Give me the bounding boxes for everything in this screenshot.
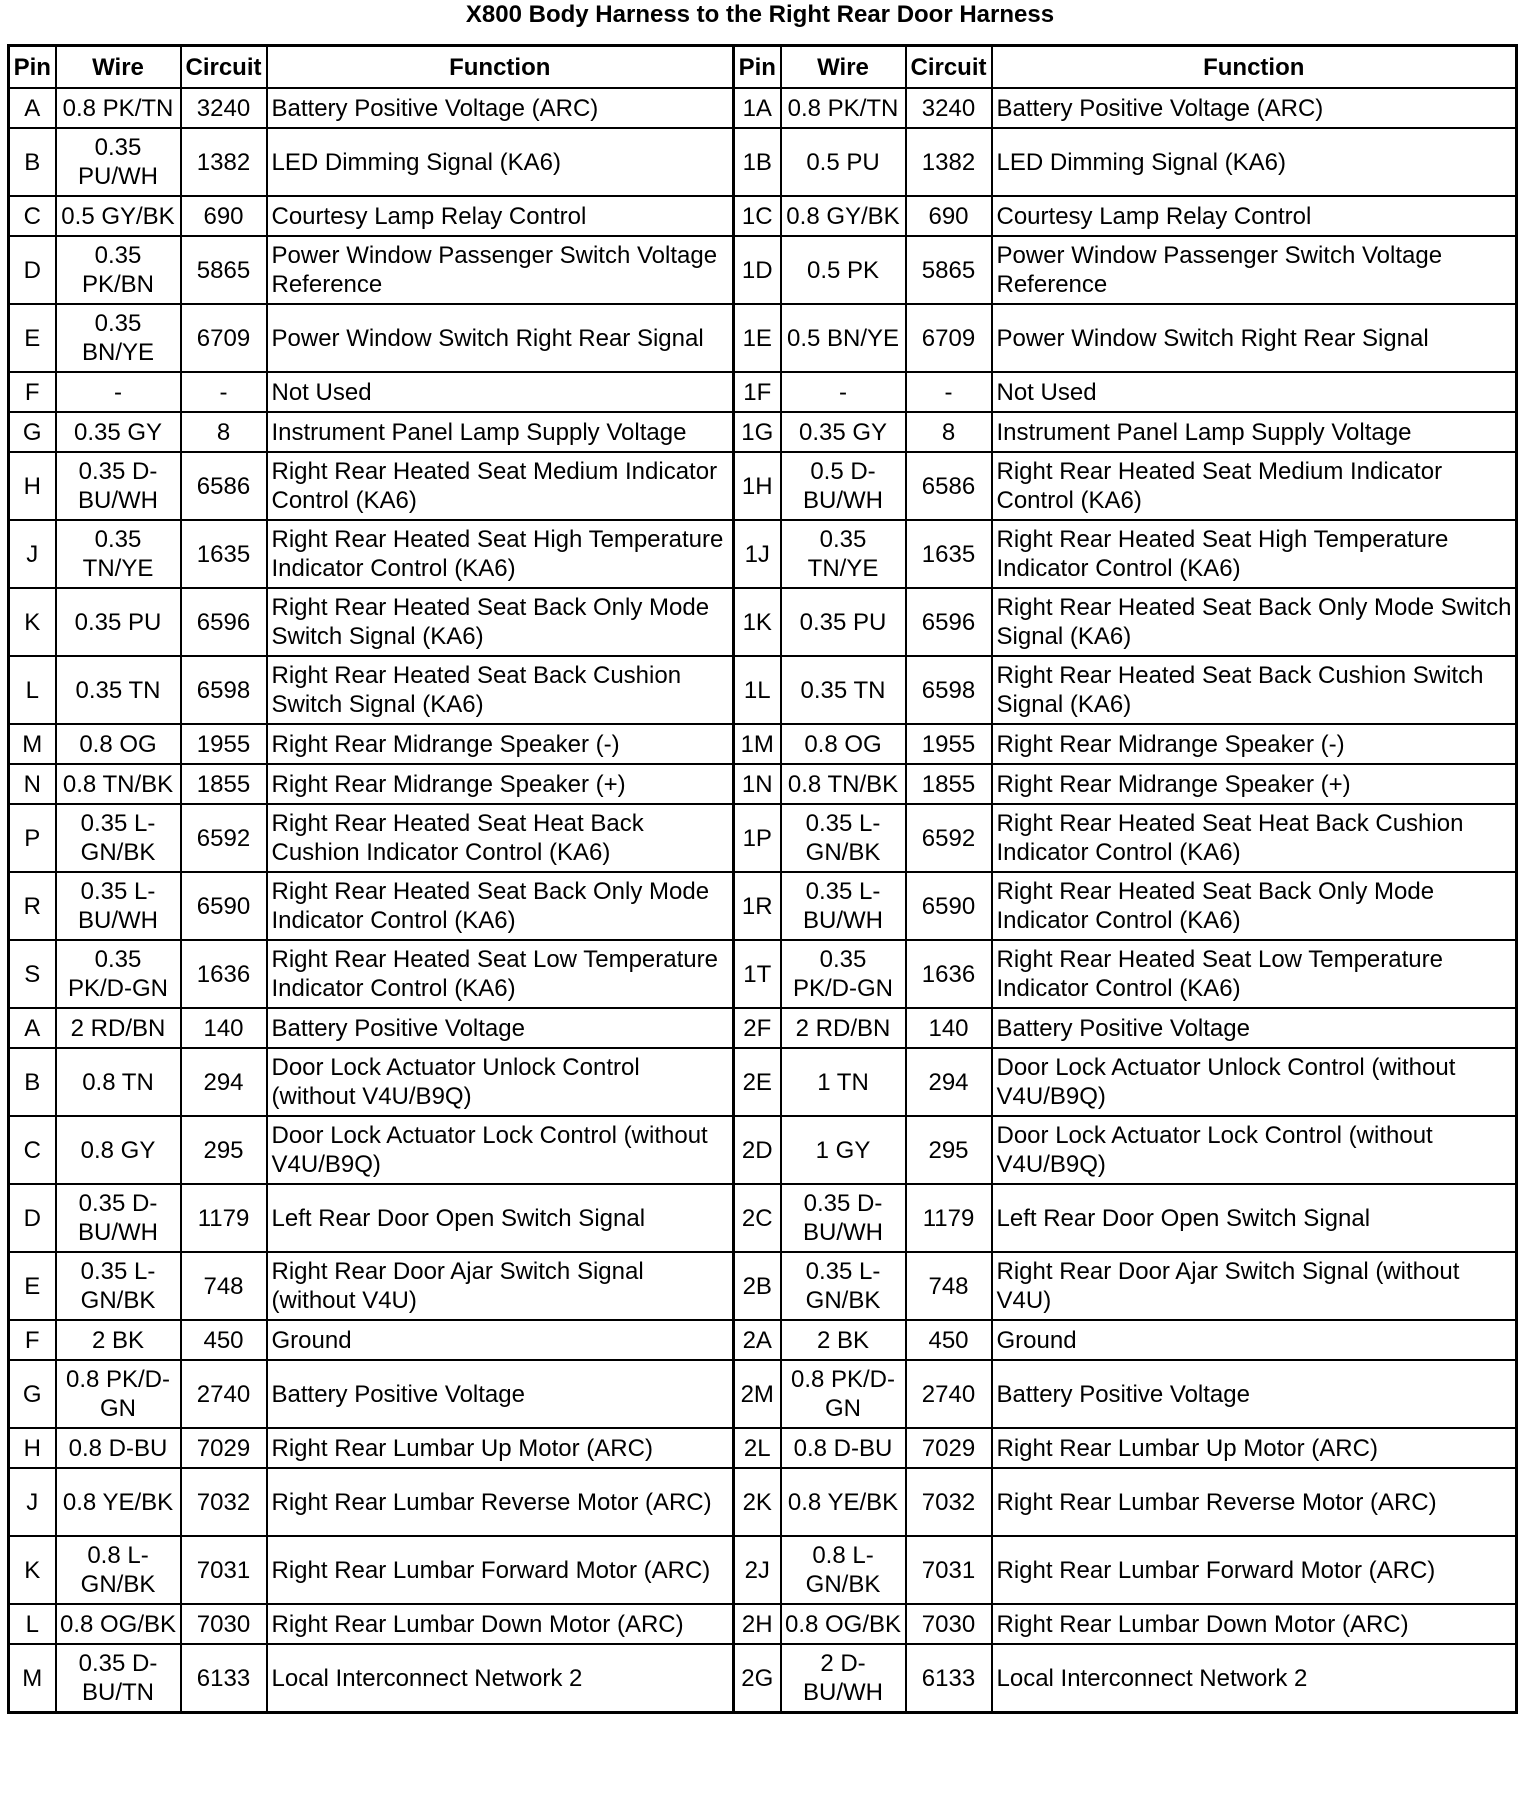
cell-circuit-left: 6592 — [181, 804, 267, 872]
cell-function-right: Door Lock Actuator Unlock Control (without V4U/B9Q) — [992, 1048, 1517, 1116]
cell-wire-left: 0.35 PU — [56, 588, 181, 656]
cell-circuit-right: 8 — [906, 412, 992, 452]
cell-wire-left: 0.8 OG — [56, 724, 181, 764]
table-row — [9, 88, 1517, 128]
cell-wire-left: 0.8 L-GN/BK — [56, 1536, 181, 1604]
cell-function-right: Ground — [992, 1320, 1517, 1360]
cell-wire-right: 0.35 L-GN/BK — [781, 1252, 906, 1320]
table-row — [9, 304, 1517, 372]
harness-table — [7, 44, 1518, 1714]
header-wire-right: Wire — [781, 46, 906, 89]
cell-pin-right: 1R — [734, 872, 781, 940]
cell-function-left: Battery Positive Voltage — [267, 1008, 734, 1048]
cell-wire-left: 0.8 D-BU — [56, 1428, 181, 1468]
cell-function-right: Right Rear Heated Seat Back Only Mode Indicator Control (KA6) — [992, 872, 1517, 940]
table-row — [9, 196, 1517, 236]
cell-pin-right: 1J — [734, 520, 781, 588]
cell-pin-right: 1T — [734, 940, 781, 1008]
cell-pin-left: L — [9, 1604, 56, 1644]
cell-wire-right: 0.5 PK — [781, 236, 906, 304]
cell-circuit-left: 1636 — [181, 940, 267, 1008]
cell-wire-left: 0.8 GY — [56, 1116, 181, 1184]
cell-pin-left: A — [9, 1008, 56, 1048]
table-row — [9, 1604, 1517, 1644]
cell-pin-right: 1P — [734, 804, 781, 872]
cell-circuit-right: 690 — [906, 196, 992, 236]
cell-pin-left: J — [9, 520, 56, 588]
cell-circuit-left: 6596 — [181, 588, 267, 656]
cell-function-right: Power Window Switch Right Rear Signal — [992, 304, 1517, 372]
cell-function-left: Right Rear Lumbar Forward Motor (ARC) — [267, 1536, 734, 1604]
table-row — [9, 1184, 1517, 1252]
cell-pin-right: 1N — [734, 764, 781, 804]
cell-wire-left: 0.8 PK/D-GN — [56, 1360, 181, 1428]
cell-circuit-left: 6598 — [181, 656, 267, 724]
cell-function-right: Right Rear Heated Seat High Temperature Indicator Control (KA6) — [992, 520, 1517, 588]
cell-wire-right: 0.5 BN/YE — [781, 304, 906, 372]
cell-circuit-left: 6133 — [181, 1644, 267, 1713]
cell-function-right: Left Rear Door Open Switch Signal — [992, 1184, 1517, 1252]
cell-function-right: Door Lock Actuator Lock Control (without V4U/B9Q) — [992, 1116, 1517, 1184]
cell-function-left: Right Rear Heated Seat High Temperature Indicator Control (KA6) — [267, 520, 734, 588]
cell-function-left: Instrument Panel Lamp Supply Voltage — [267, 412, 734, 452]
cell-function-right: Right Rear Lumbar Down Motor (ARC) — [992, 1604, 1517, 1644]
cell-function-right: Right Rear Heated Seat Back Cushion Switch Signal (KA6) — [992, 656, 1517, 724]
cell-function-right: Battery Positive Voltage (ARC) — [992, 88, 1517, 128]
cell-circuit-right: 1855 — [906, 764, 992, 804]
cell-wire-right: 0.35 GY — [781, 412, 906, 452]
cell-wire-right: 0.8 L-GN/BK — [781, 1536, 906, 1604]
cell-wire-left: 0.35 D-BU/TN — [56, 1644, 181, 1713]
cell-wire-right: 0.8 TN/BK — [781, 764, 906, 804]
cell-pin-right: 2F — [734, 1008, 781, 1048]
cell-pin-left: D — [9, 1184, 56, 1252]
cell-pin-left: A — [9, 88, 56, 128]
cell-circuit-left: 450 — [181, 1320, 267, 1360]
cell-pin-right: 2H — [734, 1604, 781, 1644]
cell-pin-left: C — [9, 1116, 56, 1184]
cell-function-right: Right Rear Heated Seat Medium Indicator Control (KA6) — [992, 452, 1517, 520]
cell-pin-left: S — [9, 940, 56, 1008]
cell-function-left: Door Lock Actuator Lock Control (without V4U/B9Q) — [267, 1116, 734, 1184]
cell-function-left: Right Rear Lumbar Up Motor (ARC) — [267, 1428, 734, 1468]
cell-circuit-left: 6586 — [181, 452, 267, 520]
table-row — [9, 764, 1517, 804]
cell-wire-left: - — [56, 372, 181, 412]
cell-wire-right: 0.35 TN/YE — [781, 520, 906, 588]
table-row — [9, 1008, 1517, 1048]
table-row — [9, 1428, 1517, 1468]
cell-pin-left: M — [9, 724, 56, 764]
cell-wire-right: 0.35 PU — [781, 588, 906, 656]
cell-function-left: Right Rear Heated Seat Low Temperature Indicator Control (KA6) — [267, 940, 734, 1008]
cell-pin-right: 2D — [734, 1116, 781, 1184]
table-row — [9, 872, 1517, 940]
cell-pin-left: M — [9, 1644, 56, 1713]
cell-function-right: Right Rear Lumbar Reverse Motor (ARC) — [992, 1468, 1517, 1536]
cell-pin-left: D — [9, 236, 56, 304]
table-row — [9, 520, 1517, 588]
cell-pin-left: F — [9, 1320, 56, 1360]
table-row — [9, 1116, 1517, 1184]
cell-pin-right: 2G — [734, 1644, 781, 1713]
cell-circuit-left: 1179 — [181, 1184, 267, 1252]
cell-function-left: Right Rear Heated Seat Medium Indicator Control (KA6) — [267, 452, 734, 520]
cell-pin-right: 1A — [734, 88, 781, 128]
cell-wire-left: 0.35 D-BU/WH — [56, 1184, 181, 1252]
table-row — [9, 1048, 1517, 1116]
cell-circuit-left: 1382 — [181, 128, 267, 196]
cell-function-left: Ground — [267, 1320, 734, 1360]
cell-circuit-right: - — [906, 372, 992, 412]
cell-circuit-left: 294 — [181, 1048, 267, 1116]
header-function-left: Function — [267, 46, 734, 89]
cell-pin-left: H — [9, 452, 56, 520]
cell-circuit-right: 3240 — [906, 88, 992, 128]
table-row — [9, 1320, 1517, 1360]
cell-circuit-right: 6590 — [906, 872, 992, 940]
cell-circuit-right: 7029 — [906, 1428, 992, 1468]
cell-circuit-left: - — [181, 372, 267, 412]
table-title: X800 Body Harness to the Right Rear Door Harness — [465, 1, 1055, 28]
cell-function-left: Battery Positive Voltage (ARC) — [267, 88, 734, 128]
cell-wire-left: 0.8 TN/BK — [56, 764, 181, 804]
table-row — [9, 412, 1517, 452]
cell-function-right: Right Rear Heated Seat Back Only Mode Switch Signal (KA6) — [992, 588, 1517, 656]
cell-circuit-right: 140 — [906, 1008, 992, 1048]
cell-circuit-left: 140 — [181, 1008, 267, 1048]
cell-pin-right: 1E — [734, 304, 781, 372]
cell-wire-right: 0.35 L-GN/BK — [781, 804, 906, 872]
cell-circuit-left: 6709 — [181, 304, 267, 372]
cell-wire-left: 0.8 OG/BK — [56, 1604, 181, 1644]
cell-circuit-left: 7031 — [181, 1536, 267, 1604]
header-wire-left: Wire — [56, 46, 181, 89]
table-row — [9, 1536, 1517, 1604]
cell-pin-left: N — [9, 764, 56, 804]
cell-wire-left: 0.35 L-BU/WH — [56, 872, 181, 940]
cell-function-left: Right Rear Door Ajar Switch Signal (without V4U) — [267, 1252, 734, 1320]
cell-pin-right: 1C — [734, 196, 781, 236]
cell-pin-right: 2K — [734, 1468, 781, 1536]
cell-pin-left: K — [9, 1536, 56, 1604]
header-pin-right: Pin — [734, 46, 781, 89]
cell-wire-left: 0.8 PK/TN — [56, 88, 181, 128]
cell-function-left: Courtesy Lamp Relay Control — [267, 196, 734, 236]
cell-pin-left: R — [9, 872, 56, 940]
cell-wire-left: 0.35 L-GN/BK — [56, 804, 181, 872]
cell-circuit-left: 7029 — [181, 1428, 267, 1468]
cell-wire-left: 0.35 PK/BN — [56, 236, 181, 304]
cell-wire-left: 0.35 L-GN/BK — [56, 1252, 181, 1320]
cell-circuit-right: 7032 — [906, 1468, 992, 1536]
cell-pin-right: 1H — [734, 452, 781, 520]
cell-wire-right: 0.8 OG/BK — [781, 1604, 906, 1644]
cell-pin-right: 2C — [734, 1184, 781, 1252]
cell-wire-right: 0.8 OG — [781, 724, 906, 764]
cell-circuit-right: 7030 — [906, 1604, 992, 1644]
cell-wire-right: 2 BK — [781, 1320, 906, 1360]
cell-circuit-right: 294 — [906, 1048, 992, 1116]
cell-function-right: Local Interconnect Network 2 — [992, 1644, 1517, 1713]
cell-wire-left: 2 BK — [56, 1320, 181, 1360]
cell-circuit-right: 748 — [906, 1252, 992, 1320]
cell-wire-left: 2 RD/BN — [56, 1008, 181, 1048]
table-row — [9, 1360, 1517, 1428]
cell-pin-right: 2E — [734, 1048, 781, 1116]
cell-circuit-right: 1635 — [906, 520, 992, 588]
cell-wire-left: 0.35 PK/D-GN — [56, 940, 181, 1008]
cell-pin-left: P — [9, 804, 56, 872]
cell-pin-left: E — [9, 1252, 56, 1320]
cell-wire-left: 0.35 BN/YE — [56, 304, 181, 372]
table-row — [9, 1252, 1517, 1320]
cell-wire-left: 0.35 TN/YE — [56, 520, 181, 588]
cell-wire-right: - — [781, 372, 906, 412]
cell-function-right: Battery Positive Voltage — [992, 1360, 1517, 1428]
cell-wire-right: 0.5 PU — [781, 128, 906, 196]
cell-pin-right: 2A — [734, 1320, 781, 1360]
cell-function-right: LED Dimming Signal (KA6) — [992, 128, 1517, 196]
cell-wire-right: 2 D-BU/WH — [781, 1644, 906, 1713]
cell-pin-right: 1K — [734, 588, 781, 656]
cell-function-right: Power Window Passenger Switch Voltage Reference — [992, 236, 1517, 304]
header-pin-left: Pin — [9, 46, 56, 89]
cell-circuit-right: 5865 — [906, 236, 992, 304]
table-row — [9, 1644, 1517, 1713]
cell-pin-left: J — [9, 1468, 56, 1536]
cell-wire-right: 0.8 PK/TN — [781, 88, 906, 128]
cell-wire-right: 1 TN — [781, 1048, 906, 1116]
table-row — [9, 452, 1517, 520]
cell-pin-left: G — [9, 1360, 56, 1428]
cell-wire-left: 0.5 GY/BK — [56, 196, 181, 236]
cell-function-left: LED Dimming Signal (KA6) — [267, 128, 734, 196]
cell-circuit-left: 2740 — [181, 1360, 267, 1428]
cell-function-left: Battery Positive Voltage — [267, 1360, 734, 1428]
cell-pin-left: E — [9, 304, 56, 372]
cell-circuit-right: 6592 — [906, 804, 992, 872]
cell-circuit-right: 295 — [906, 1116, 992, 1184]
cell-pin-right: 1L — [734, 656, 781, 724]
cell-wire-right: 0.8 D-BU — [781, 1428, 906, 1468]
cell-pin-left: B — [9, 128, 56, 196]
cell-wire-right: 0.5 D-BU/WH — [781, 452, 906, 520]
cell-function-left: Right Rear Lumbar Down Motor (ARC) — [267, 1604, 734, 1644]
cell-pin-left: B — [9, 1048, 56, 1116]
cell-circuit-left: 7030 — [181, 1604, 267, 1644]
cell-circuit-left: 748 — [181, 1252, 267, 1320]
cell-wire-right: 0.35 PK/D-GN — [781, 940, 906, 1008]
cell-pin-right: 2M — [734, 1360, 781, 1428]
cell-pin-right: 1G — [734, 412, 781, 452]
cell-wire-right: 0.8 GY/BK — [781, 196, 906, 236]
cell-function-left: Right Rear Midrange Speaker (+) — [267, 764, 734, 804]
cell-function-right: Right Rear Midrange Speaker (+) — [992, 764, 1517, 804]
header-function-right: Function — [992, 46, 1517, 89]
cell-pin-right: 2L — [734, 1428, 781, 1468]
table-row — [9, 724, 1517, 764]
cell-function-right: Courtesy Lamp Relay Control — [992, 196, 1517, 236]
cell-circuit-right: 1382 — [906, 128, 992, 196]
cell-wire-right: 0.35 L-BU/WH — [781, 872, 906, 940]
cell-pin-left: G — [9, 412, 56, 452]
cell-function-left: Right Rear Heated Seat Back Only Mode Indicator Control (KA6) — [267, 872, 734, 940]
cell-function-right: Right Rear Midrange Speaker (-) — [992, 724, 1517, 764]
table-row — [9, 236, 1517, 304]
cell-circuit-right: 6596 — [906, 588, 992, 656]
cell-function-right: Not Used — [992, 372, 1517, 412]
cell-circuit-left: 1635 — [181, 520, 267, 588]
cell-circuit-left: 295 — [181, 1116, 267, 1184]
cell-circuit-right: 1179 — [906, 1184, 992, 1252]
cell-pin-left: H — [9, 1428, 56, 1468]
cell-wire-left: 0.8 TN — [56, 1048, 181, 1116]
header-circuit-right: Circuit — [906, 46, 992, 89]
cell-wire-right: 1 GY — [781, 1116, 906, 1184]
cell-function-left: Right Rear Heated Seat Heat Back Cushion Indicator Control (KA6) — [267, 804, 734, 872]
cell-wire-right: 0.8 YE/BK — [781, 1468, 906, 1536]
cell-circuit-right: 450 — [906, 1320, 992, 1360]
cell-function-left: Right Rear Midrange Speaker (-) — [267, 724, 734, 764]
cell-circuit-right: 6133 — [906, 1644, 992, 1713]
cell-wire-left: 0.35 GY — [56, 412, 181, 452]
cell-pin-right: 1B — [734, 128, 781, 196]
cell-circuit-right: 6598 — [906, 656, 992, 724]
table-row — [9, 940, 1517, 1008]
cell-function-right: Right Rear Lumbar Forward Motor (ARC) — [992, 1536, 1517, 1604]
cell-pin-right: 1D — [734, 236, 781, 304]
cell-function-right: Instrument Panel Lamp Supply Voltage — [992, 412, 1517, 452]
cell-wire-right: 0.35 TN — [781, 656, 906, 724]
cell-wire-left: 0.35 PU/WH — [56, 128, 181, 196]
cell-pin-right: 1M — [734, 724, 781, 764]
cell-function-right: Battery Positive Voltage — [992, 1008, 1517, 1048]
cell-circuit-left: 8 — [181, 412, 267, 452]
cell-function-left: Right Rear Lumbar Reverse Motor (ARC) — [267, 1468, 734, 1536]
cell-wire-right: 2 RD/BN — [781, 1008, 906, 1048]
cell-pin-right: 2J — [734, 1536, 781, 1604]
cell-pin-left: C — [9, 196, 56, 236]
cell-circuit-right: 6709 — [906, 304, 992, 372]
header-circuit-left: Circuit — [181, 46, 267, 89]
cell-circuit-left: 690 — [181, 196, 267, 236]
cell-function-left: Right Rear Heated Seat Back Only Mode Switch Signal (KA6) — [267, 588, 734, 656]
cell-wire-left: 0.35 TN — [56, 656, 181, 724]
cell-function-left: Power Window Passenger Switch Voltage Reference — [267, 236, 734, 304]
table-row — [9, 128, 1517, 196]
table-row — [9, 656, 1517, 724]
table-row — [9, 372, 1517, 412]
cell-function-left: Door Lock Actuator Unlock Control (without V4U/B9Q) — [267, 1048, 734, 1116]
cell-circuit-right: 6586 — [906, 452, 992, 520]
cell-function-right: Right Rear Heated Seat Low Temperature Indicator Control (KA6) — [992, 940, 1517, 1008]
cell-pin-left: L — [9, 656, 56, 724]
cell-wire-right: 0.35 D-BU/WH — [781, 1184, 906, 1252]
cell-function-left: Left Rear Door Open Switch Signal — [267, 1184, 734, 1252]
cell-circuit-right: 1955 — [906, 724, 992, 764]
cell-function-left: Not Used — [267, 372, 734, 412]
table-row — [9, 588, 1517, 656]
cell-function-right: Right Rear Door Ajar Switch Signal (without V4U) — [992, 1252, 1517, 1320]
cell-function-right: Right Rear Heated Seat Heat Back Cushion Indicator Control (KA6) — [992, 804, 1517, 872]
cell-wire-left: 0.35 D-BU/WH — [56, 452, 181, 520]
cell-pin-right: 1F — [734, 372, 781, 412]
cell-circuit-right: 2740 — [906, 1360, 992, 1428]
cell-function-right: Right Rear Lumbar Up Motor (ARC) — [992, 1428, 1517, 1468]
cell-pin-left: K — [9, 588, 56, 656]
cell-circuit-right: 1636 — [906, 940, 992, 1008]
header-row — [9, 46, 1517, 89]
cell-function-left: Local Interconnect Network 2 — [267, 1644, 734, 1713]
cell-circuit-left: 3240 — [181, 88, 267, 128]
cell-circuit-left: 1855 — [181, 764, 267, 804]
cell-circuit-left: 1955 — [181, 724, 267, 764]
table-row — [9, 804, 1517, 872]
cell-wire-right: 0.8 PK/D-GN — [781, 1360, 906, 1428]
table-row — [9, 1468, 1517, 1536]
cell-pin-left: F — [9, 372, 56, 412]
cell-circuit-left: 6590 — [181, 872, 267, 940]
cell-pin-right: 2B — [734, 1252, 781, 1320]
cell-wire-left: 0.8 YE/BK — [56, 1468, 181, 1536]
cell-function-left: Right Rear Heated Seat Back Cushion Switch Signal (KA6) — [267, 656, 734, 724]
cell-function-left: Power Window Switch Right Rear Signal — [267, 304, 734, 372]
cell-circuit-left: 7032 — [181, 1468, 267, 1536]
cell-circuit-left: 5865 — [181, 236, 267, 304]
cell-circuit-right: 7031 — [906, 1536, 992, 1604]
